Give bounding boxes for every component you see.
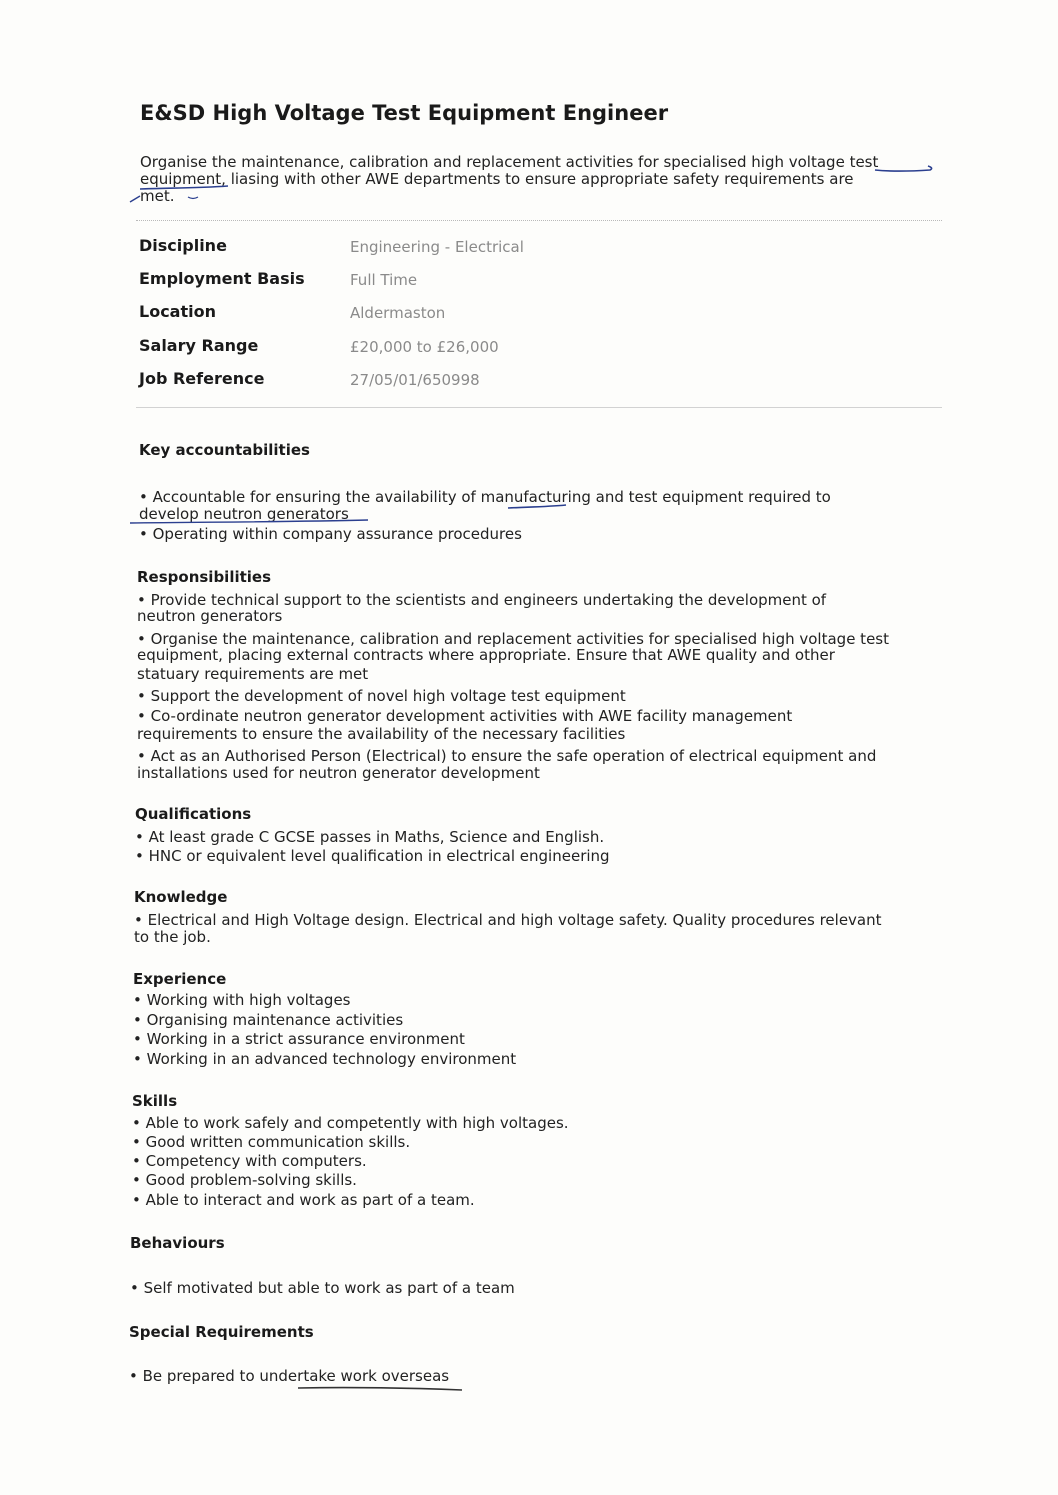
detail-label-discipline: Discipline: [139, 236, 227, 255]
list-item: equipment, placing external contracts where appropriate. Ensure that AWE quality and other: [137, 646, 835, 664]
list-item: • Working with high voltages: [133, 991, 351, 1009]
page-title: E&SD High Voltage Test Equipment Engineer: [140, 101, 669, 125]
intro-line: equipment, liasing with other AWE departments to ensure appropriate safety requirements are: [140, 170, 854, 188]
detail-value-employment-basis: Full Time: [350, 271, 418, 289]
list-item: • Support the development of novel high voltage test equipment: [137, 687, 626, 705]
intro-line: Organise the maintenance, calibration and replacement activities for specialised high voltage test: [140, 153, 879, 171]
detail-label-location: Location: [139, 302, 216, 321]
intro-line: met.: [140, 187, 175, 205]
list-item: • Operating within company assurance procedures: [139, 525, 522, 543]
list-item: • Provide technical support to the scientists and engineers undertaking the development of: [137, 591, 827, 609]
detail-value-salary-range: £20,000 to £26,000: [350, 338, 499, 356]
list-item: • HNC or equivalent level qualification in electrical engineering: [135, 847, 610, 865]
detail-label-salary-range: Salary Range: [139, 336, 259, 355]
section-heading-knowledge: Knowledge: [134, 888, 228, 906]
pen-underline-overseas: [298, 1388, 462, 1390]
list-item: • Be prepared to undertake work overseas: [129, 1367, 450, 1385]
list-item: • Organise the maintenance, calibration and replacement activities for specialised high voltage test: [137, 630, 889, 648]
list-item: neutron generators: [137, 607, 283, 625]
divider-top: [136, 220, 942, 221]
list-item: • Competency with computers.: [132, 1152, 367, 1170]
list-item: • Co-ordinate neutron generator development activities with AWE facility management: [137, 707, 793, 725]
list-item: • Act as an Authorised Person (Electrical) to ensure the safe operation of electrical equipment and: [137, 747, 877, 765]
section-heading-experience: Experience: [133, 970, 227, 988]
intro-paragraph: [140, 154, 940, 205]
list-item: to the job.: [134, 928, 211, 946]
divider-bottom: [136, 407, 942, 408]
list-item: • Organising maintenance activities: [133, 1011, 404, 1029]
pen-mark-met: [130, 196, 140, 202]
detail-value-discipline: Engineering - Electrical: [350, 238, 524, 256]
list-item: • Electrical and High Voltage design. Electrical and high voltage safety. Quality procedures relevant: [134, 911, 882, 929]
list-item: • Self motivated but able to work as part of a team: [130, 1279, 515, 1297]
section-heading-skills: Skills: [132, 1092, 178, 1110]
detail-label-employment-basis: Employment Basis: [139, 269, 305, 288]
list-item: develop neutron generators: [139, 505, 349, 523]
list-item: installations used for neutron generator development: [137, 764, 540, 782]
list-item: • Working in an advanced technology environment: [133, 1050, 517, 1068]
list-item: • Able to work safely and competently with high voltages.: [132, 1114, 569, 1132]
list-item: • Able to interact and work as part of a team.: [132, 1191, 475, 1209]
section-heading-special-requirements: Special Requirements: [129, 1323, 314, 1341]
section-heading-qualifications: Qualifications: [135, 805, 252, 823]
list-item: requirements to ensure the availability of the necessary facilities: [137, 725, 626, 743]
detail-value-location: Aldermaston: [350, 304, 446, 322]
list-item: statuary requirements are met: [137, 665, 369, 683]
detail-value-job-reference: 27/05/01/650998: [350, 371, 480, 389]
section-heading-key-accountabilities: Key accountabilities: [139, 441, 310, 459]
list-item: • Good problem-solving skills.: [132, 1171, 357, 1189]
section-heading-responsibilities: Responsibilities: [137, 568, 272, 586]
section-heading-behaviours: Behaviours: [130, 1234, 225, 1252]
list-item: • At least grade C GCSE passes in Maths, Science and English.: [135, 828, 605, 846]
list-item: • Working in a strict assurance environment: [133, 1030, 465, 1048]
list-item: • Good written communication skills.: [132, 1133, 411, 1151]
detail-label-job-reference: Job Reference: [139, 369, 265, 388]
list-item: • Accountable for ensuring the availability of manufacturing and test equipment required to: [139, 488, 831, 506]
